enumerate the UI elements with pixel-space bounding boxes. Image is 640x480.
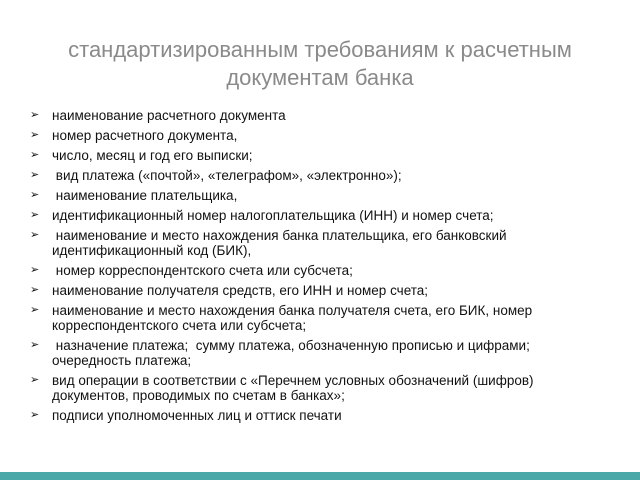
bullet-arrow-icon: ➢ xyxy=(30,284,40,296)
list-item xyxy=(30,108,600,123)
list-item-text: идентификационный номер налогоплательщика (ИНН) и номер счета; xyxy=(52,208,494,223)
bullet-arrow-icon: ➢ xyxy=(30,109,40,121)
bullet-arrow-icon: ➢ xyxy=(30,339,40,351)
bullet-arrow-icon: ➢ xyxy=(30,149,40,161)
bullet-arrow-icon: ➢ xyxy=(30,374,40,386)
slide-title-line-1: стандартизированным требованиям к расчетным xyxy=(68,37,572,62)
list-item xyxy=(30,148,600,163)
bullet-arrow-icon: ➢ xyxy=(30,209,40,221)
bullet-arrow-icon: ➢ xyxy=(30,229,40,241)
list-item-text: наименование расчетного документа xyxy=(52,108,286,123)
slide-title-line-2: документам банка xyxy=(226,65,414,90)
list-item xyxy=(30,263,600,278)
list-item-text: наименование и место нахождения банка плательщика, его банковский идентификационный код (БИК), xyxy=(52,228,511,258)
bullet-arrow-icon: ➢ xyxy=(30,129,40,141)
bullet-arrow-icon: ➢ xyxy=(30,189,40,201)
list-item-text: назначение платежа; сумму платежа, обозначенную прописью и цифрами; очередность платежа; xyxy=(52,338,534,368)
bullet-arrow-icon: ➢ xyxy=(30,169,40,181)
list-item-text: номер корреспондентского счета или субсчета; xyxy=(52,263,353,278)
list-item xyxy=(30,408,600,423)
bullet-arrow-icon: ➢ xyxy=(30,264,40,276)
slide-title xyxy=(20,36,620,92)
list-item-text: наименование плательщика, xyxy=(52,188,238,203)
footer-band xyxy=(0,472,640,480)
bullet-arrow-icon: ➢ xyxy=(30,304,40,316)
list-item-text: номер расчетного документа, xyxy=(52,128,238,143)
list-item-text: наименование и место нахождения банка получателя счета, его БИК, номер корреспондентского счета или субсчета; xyxy=(52,303,536,333)
list-item-text: число, месяц и год его выписки; xyxy=(52,148,253,163)
list-item xyxy=(30,168,600,183)
list-item xyxy=(30,283,600,298)
list-item xyxy=(30,188,600,203)
bullet-list xyxy=(30,108,600,428)
list-item xyxy=(30,228,600,258)
list-item xyxy=(30,128,600,143)
list-item xyxy=(30,303,600,333)
list-item-text: вид операции в соответствии с «Перечнем условных обозначений (шифров) документов, проводимых по счетам в банках»; xyxy=(52,373,538,403)
list-item xyxy=(30,208,600,223)
list-item xyxy=(30,373,600,403)
list-item-text: наименование получателя средств, его ИНН и номер счета; xyxy=(52,283,429,298)
list-item-text: подписи уполномоченных лиц и оттиск печати xyxy=(52,408,342,423)
list-item xyxy=(30,338,600,368)
bullet-arrow-icon: ➢ xyxy=(30,409,40,421)
list-item-text: вид платежа («почтой», «телеграфом», «электронно»); xyxy=(52,168,402,183)
